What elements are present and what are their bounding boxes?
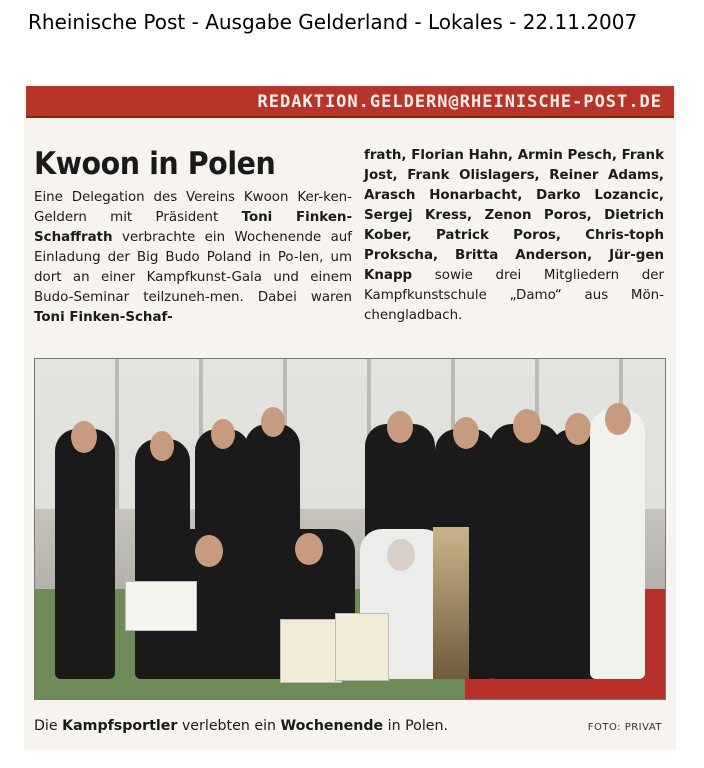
email-banner [26, 86, 674, 118]
person-head [150, 431, 174, 461]
person-head [211, 419, 235, 449]
person-figure [55, 429, 115, 679]
photo-caption [34, 718, 448, 734]
text-bold: Toni Finken-Schaffrath [34, 210, 353, 245]
banner-email: REDAKTION.GELDERN@RHEINISCHE-POST.DE [257, 92, 662, 112]
article-column-right [364, 146, 664, 326]
caption-bold: Kampfsportler [62, 718, 178, 734]
person-head [295, 533, 323, 565]
certificate [125, 581, 197, 631]
person-head [453, 417, 479, 449]
source-line: Rheinische Post - Ausgabe Gelderland - Lokales - 22.11.2007 [28, 10, 638, 34]
article-column-left [34, 188, 352, 328]
caption-text: Die [34, 718, 63, 734]
text-run: sowie drei Mitgliedern der Kampfkunstschule „Damo“ aus Mön-chengladbach. [364, 268, 664, 323]
trophy [433, 527, 469, 679]
caption-text: in Polen. [383, 718, 448, 734]
group-photo [34, 358, 666, 700]
text-bold: Toni Finken-Schaf- [34, 310, 173, 325]
caption-bold: Wochenende [280, 718, 384, 734]
person-head [71, 421, 97, 453]
text-run: verbrachte ein Wochenende auf Einladung der Big Budo Poland in Po-len, um dort an einer Kampfkunst-Gala und einem Budo-Seminar teilzuneh-men. Dabei waren [34, 230, 352, 305]
person-head [605, 403, 631, 435]
person-head [387, 539, 415, 571]
person-head [261, 407, 285, 437]
article-headline: Kwoon in Polen [34, 146, 276, 182]
person-head [565, 413, 591, 445]
certificate [280, 619, 342, 683]
person-head [513, 409, 541, 443]
caption-text: verlebten ein [177, 718, 281, 734]
photo-credit: FOTO: PRIVAT [587, 722, 662, 733]
newspaper-clipping [24, 84, 676, 750]
person-figure [590, 409, 645, 679]
person-head [195, 535, 223, 567]
certificate [335, 613, 389, 681]
text-bold: frath, Florian Hahn, Armin Pesch, Frank Jost, Frank Olislagers, Reiner Adams, Arasch Honarbacht, Darko Lozancic, Sergej Kress, Zenon Poros, Dietrich Kober, Patrick Poros, Chris-toph Prokscha, Britta Anderson, Jür-gen Knapp [364, 148, 664, 283]
text-run: Eine Delegation des Vereins Kwoon Ker-ken-Geldern mit Präsident [34, 190, 352, 225]
person-head [387, 411, 413, 443]
